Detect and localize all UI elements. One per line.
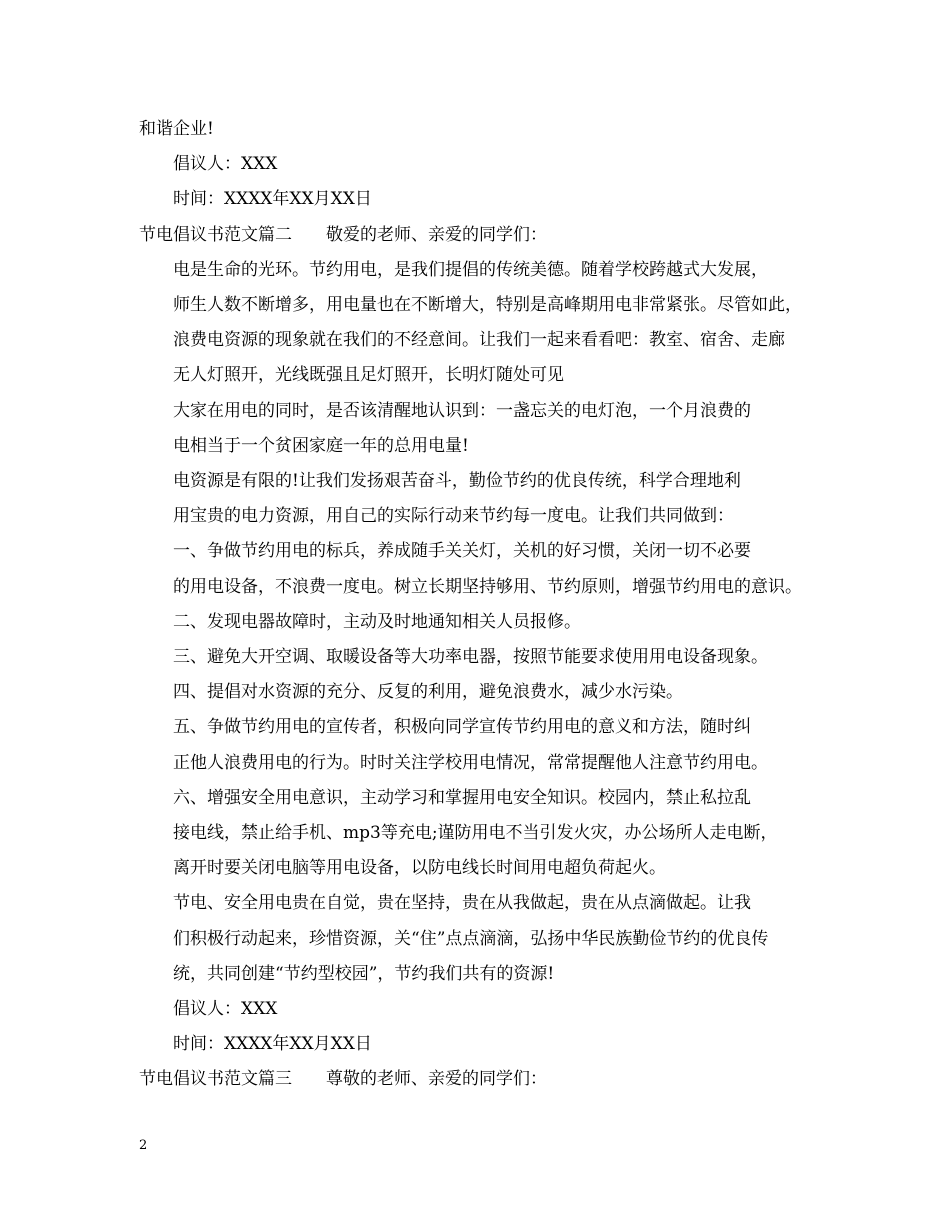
text-line: 无人灯照开，光线既强且足灯照开，长明灯随处可见: [173, 365, 564, 386]
text-line: 的用电设备，不浪费一度电。树立长期坚持够用、节约原则，增强节约用电的意识。: [173, 576, 802, 597]
paragraph: [139, 394, 811, 464]
date-line: 时间：XXXX年XX月XX日: [173, 189, 372, 210]
text-line: 电相当于一个贫困家庭一年的总用电量!: [173, 435, 469, 456]
text-line: 电是生命的光环。节约用电，是我们提倡的传统美德。随着学校跨越式大发展，: [173, 259, 768, 280]
list-item: [139, 675, 811, 710]
text-line: 用宝贵的电力资源，用自己的实际行动来节约每一度电。让我们共同做到：: [173, 506, 734, 527]
list-item: [139, 710, 811, 780]
text-line: 四、提倡对水资源的充分、反复的利用，避免浪费水，减少水污染。: [173, 682, 683, 703]
list-item: [139, 534, 811, 604]
text-line: 电资源是有限的!让我们发扬艰苦奋斗，勤俭节约的优良传统，科学合理地利: [173, 471, 741, 492]
text-line: 们积极行动起来，珍惜资源，关“住”点点滴滴，弘扬中华民族勤俭节约的优良传: [173, 928, 769, 949]
closing-line: [139, 112, 811, 147]
text-line: 三、避免大开空调、取暖设备等大功率电器，按照节能要求使用用电设备现象。: [173, 647, 768, 668]
paragraph: [139, 886, 811, 992]
text-line: 五、争做节约用电的宣传者，积极向同学宣传节约用电的意义和方法，随时纠: [173, 717, 751, 738]
section-heading-2: 节电倡议书范文篇二 敬爱的老师、亲爱的同学们：: [139, 224, 547, 245]
text-line: 正他人浪费用电的行为。时时关注学校用电情况，常常提醒他人注意节约用电。: [173, 752, 768, 773]
text-line: 师生人数不断增多，用电量也在不断增大，特别是高峰期用电非常紧张。尽管如此，: [173, 295, 802, 316]
signatory-line: 倡议人：XXX: [173, 154, 278, 175]
text-line: 六、增强安全用电意识，主动学习和掌握用电安全知识。校园内，禁止私拉乱: [173, 787, 751, 808]
document-body: [139, 112, 811, 1098]
page-number: 2: [139, 1138, 148, 1153]
list-item: [139, 781, 811, 887]
signatory-line: 倡议人：XXX: [173, 999, 278, 1020]
text-line: 二、发现电器故障时，主动及时地通知相关人员报修。: [173, 611, 581, 632]
text-line: 统，共同创建“节约型校园”，节约我们共有的资源!: [173, 963, 555, 984]
paragraph: [139, 253, 811, 394]
date-line: 时间：XXXX年XX月XX日: [173, 1034, 372, 1055]
section-heading-3: 节电倡议书范文篇三 尊敬的老师、亲爱的同学们：: [139, 1069, 547, 1090]
list-item: [139, 605, 811, 640]
text-line: 离开时要关闭电脑等用电设备，以防电线长时间用电超负荷起火。: [173, 858, 666, 879]
text-line: 和谐企业!: [139, 119, 214, 139]
list-item: [139, 640, 811, 675]
text-line: 接电线，禁止给手机、mp3等充电;谨防用电不当引发火灾，办公场所人走电断，: [173, 823, 778, 844]
text-line: 浪费电资源的现象就在我们的不经意间。让我们一起来看看吧：教室、宿舍、走廊: [173, 330, 785, 351]
text-line: 节电、安全用电贵在自觉，贵在坚持，贵在从我做起，贵在从点滴做起。让我: [173, 893, 751, 914]
text-line: 一、争做节约用电的标兵，养成随手关关灯，关机的好习惯，关闭一切不必要: [173, 541, 751, 562]
paragraph: [139, 464, 811, 534]
text-line: 大家在用电的同时，是否该清醒地认识到：一盏忘关的电灯泡，一个月浪费的: [173, 400, 751, 421]
